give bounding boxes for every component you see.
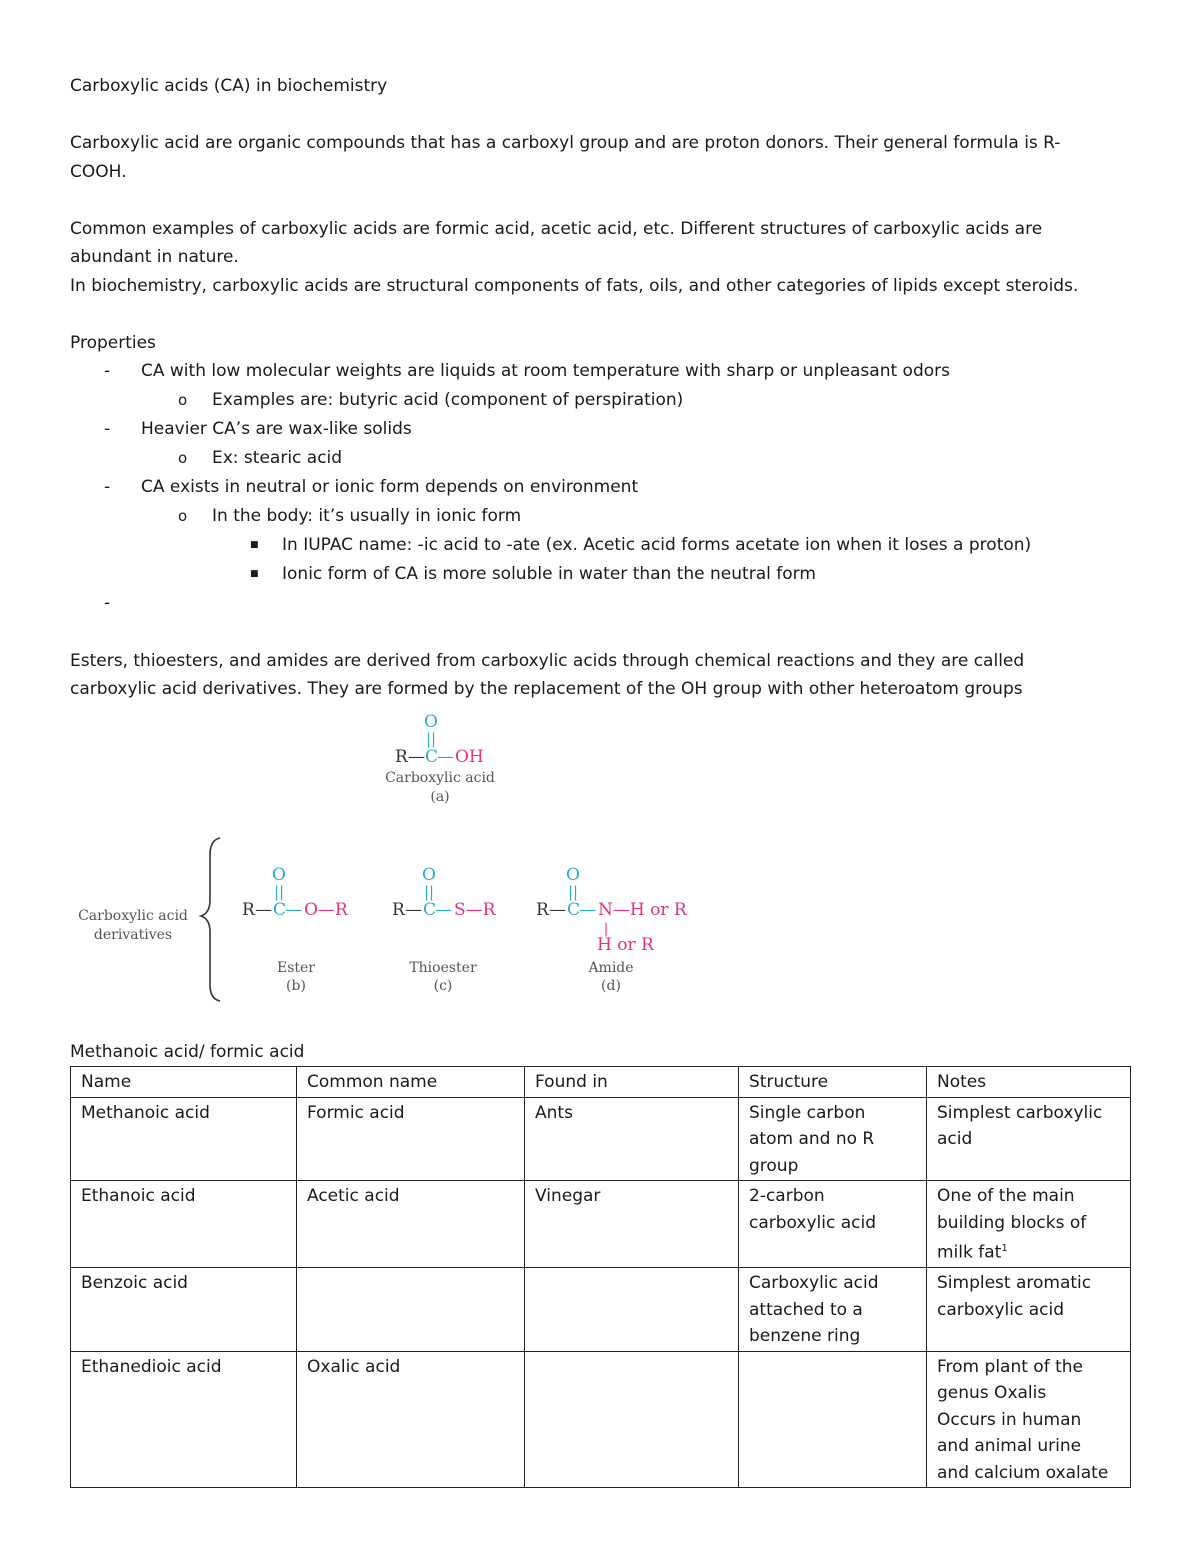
property-text: In IUPAC name: -ic acid to -ate (ex. Acetic acid forms acetate ion when it loses a proton): [282, 535, 1032, 555]
notes-cell: [927, 1351, 1131, 1488]
structure-cell: [739, 1351, 927, 1488]
common-name-cell: Oxalic acid: [297, 1351, 525, 1488]
derivatives-line-2: carboxylic acid derivatives. They are formed by the replacement of the OH group with other heteroatom groups: [70, 679, 1023, 699]
circle-bullet: o: [178, 449, 188, 467]
r-group: R: [242, 900, 255, 920]
dash-bullet: -: [104, 477, 111, 497]
square-bullet: ■: [250, 540, 259, 550]
double-bond: ||: [423, 883, 435, 901]
cell-line: Simplest carboxylic: [937, 1102, 1103, 1123]
found-in-cell: [525, 1351, 739, 1488]
derivatives-label-line-1: Carboxylic acid: [78, 908, 188, 924]
cell-line: Simplest aromatic: [937, 1273, 1092, 1294]
cell-line: group: [749, 1155, 799, 1176]
property-subsubitem: [70, 560, 1130, 589]
amide-group: N—H or R: [598, 900, 687, 920]
cell-line: and calcium oxalate: [937, 1462, 1109, 1483]
oxygen-atom: O: [424, 712, 438, 732]
carboxylic-acid-structure: [385, 712, 495, 805]
property-subitem: [70, 444, 1130, 473]
structure-cell: [739, 1097, 927, 1181]
carbon-atom: C: [273, 900, 287, 920]
property-item: [70, 415, 1130, 444]
header-cell: Found in: [525, 1067, 739, 1098]
examples-line-3: In biochemistry, carboxylic acids are structural components of fats, oils, and other categories of lipids except steroids.: [70, 275, 1079, 296]
cell-line: and animal urine: [937, 1436, 1082, 1457]
curly-brace: [201, 838, 220, 1001]
table-row: [71, 1097, 1131, 1181]
notes-cell: [927, 1181, 1131, 1268]
properties-heading: Properties: [70, 332, 156, 353]
cell-line: acid: [937, 1129, 973, 1149]
ester-label: (b): [286, 978, 306, 994]
double-bond: ||: [567, 883, 579, 901]
bond: —: [255, 900, 272, 920]
property-text: Ionic form of CA is more soluble in water than the neutral form: [282, 564, 816, 584]
structure-cell: [739, 1268, 927, 1352]
cell-line: 2-carbon: [749, 1186, 825, 1206]
bond: —: [435, 900, 452, 920]
header-cell: Structure: [739, 1067, 927, 1098]
cell-line: benzene ring: [749, 1326, 861, 1347]
property-text: Examples are: butyric acid (component of perspiration): [212, 390, 684, 410]
square-bullet: ■: [250, 569, 259, 579]
amide-label: (d): [601, 978, 621, 994]
found-in-cell: Vinegar: [525, 1181, 739, 1268]
dash-bullet: -: [104, 593, 111, 613]
carbon-atom: C: [567, 900, 581, 920]
cell-line: atom and no R: [749, 1129, 875, 1149]
header-cell: Name: [71, 1067, 297, 1098]
name-cell: Methanoic acid: [71, 1097, 297, 1181]
table-caption: Methanoic acid/ formic acid: [70, 1042, 305, 1062]
ester-name: Ester: [276, 960, 316, 976]
property-item: [70, 473, 1130, 502]
cell-line: Single carbon: [749, 1102, 866, 1123]
cell-line: One of the main: [937, 1186, 1075, 1206]
footnote-mark: 1: [1001, 1243, 1008, 1254]
oxygen-atom: O: [566, 865, 580, 885]
double-bond: ||: [425, 730, 437, 748]
property-item-empty: [70, 589, 1130, 618]
carbon-atom: C: [425, 747, 439, 767]
cell-line: attached to a: [749, 1299, 863, 1320]
header-cell: Notes: [927, 1067, 1131, 1098]
structure-cell: [739, 1181, 927, 1268]
thioester-group: S—R: [454, 900, 496, 920]
bond: —: [437, 747, 454, 767]
notes-cell: [927, 1268, 1131, 1352]
bond: —: [408, 747, 425, 767]
name-cell: Ethanoic acid: [71, 1181, 297, 1268]
property-subsubitem: [70, 531, 1130, 560]
acid-label: (a): [430, 789, 450, 805]
cell-line: Carboxylic acid: [749, 1273, 879, 1294]
hydroxyl-group: OH: [455, 747, 484, 767]
amide-substituent: H or R: [597, 935, 654, 955]
derivatives-label-line-2: derivatives: [93, 927, 173, 943]
table-row: [71, 1351, 1131, 1488]
cell-line: milk fat: [937, 1242, 1002, 1263]
amide-name: Amide: [588, 960, 634, 976]
dash-bullet: -: [104, 361, 111, 381]
dash-bullet: -: [104, 419, 111, 439]
notes-cell: [927, 1097, 1131, 1181]
carboxylic-acid-figure: [0, 700, 1200, 1010]
property-text: Heavier CA’s are wax-like solids: [141, 419, 412, 439]
intro-line-1: Carboxylic acid are organic compounds that has a carboxyl group and are proton donors. Their general formula is R-: [70, 133, 1061, 153]
table-row: [71, 1268, 1131, 1352]
bond: —: [285, 900, 302, 920]
thioester-name: Thioester: [409, 960, 477, 976]
table-row: [71, 1181, 1131, 1268]
r-group: R: [392, 900, 405, 920]
cell-line: carboxylic acid: [749, 1212, 877, 1233]
found-in-cell: Ants: [525, 1097, 739, 1181]
examples-line-2: abundant in nature.: [70, 247, 239, 267]
table-header-row: [71, 1067, 1131, 1098]
acid-name: Carboxylic acid: [385, 770, 495, 786]
circle-bullet: o: [178, 391, 188, 409]
common-name-cell: Acetic acid: [297, 1181, 525, 1268]
document-body: [70, 72, 1130, 704]
thioester-structure: [392, 865, 497, 994]
cell-line: genus Oxalis: [937, 1383, 1047, 1404]
property-subitem: [70, 386, 1130, 415]
property-text: CA with low molecular weights are liquids at room temperature with sharp or unpleasant odors: [141, 361, 950, 381]
derivatives-line-1: Esters, thioesters, and amides are derived from carboxylic acids through chemical reactions and they are called: [70, 650, 1025, 671]
bond: —: [549, 900, 566, 920]
amide-structure: [536, 865, 688, 994]
common-name-cell: Formic acid: [297, 1097, 525, 1181]
header-cell: Common name: [297, 1067, 525, 1098]
double-bond: ||: [273, 883, 285, 901]
oxygen-atom: O: [422, 865, 436, 885]
property-text: CA exists in neutral or ionic form depends on environment: [141, 477, 639, 497]
document-title: Carboxylic acids (CA) in biochemistry: [70, 76, 388, 96]
property-text: Ex: stearic acid: [212, 448, 343, 468]
bond: —: [405, 900, 422, 920]
cell-line: carboxylic acid: [937, 1299, 1065, 1320]
carboxylic-acids-table: [70, 1066, 1131, 1488]
property-text: In the body: it’s usually in ionic form: [212, 506, 522, 526]
r-group: R: [536, 900, 549, 920]
thioester-label: (c): [433, 978, 453, 994]
amide-vertical-bond: |: [603, 921, 609, 937]
name-cell: Ethanedioic acid: [71, 1351, 297, 1488]
bond: —: [579, 900, 596, 920]
circle-bullet: o: [178, 507, 188, 525]
cell-line: From plant of the: [937, 1356, 1083, 1377]
intro-line-2: COOH.: [70, 161, 127, 182]
oxygen-atom: O: [272, 865, 286, 885]
ester-structure: [242, 865, 349, 994]
found-in-cell: [525, 1268, 739, 1352]
property-subitem: [70, 502, 1130, 531]
cell-line: building blocks of: [937, 1212, 1087, 1233]
examples-line-1: Common examples of carboxylic acids are formic acid, acetic acid, etc. Different structures of carboxylic acids are: [70, 218, 1043, 239]
cell-line: Occurs in human: [937, 1409, 1082, 1430]
r-group: R: [395, 747, 408, 767]
common-name-cell: [297, 1268, 525, 1352]
ester-group: O—R: [304, 900, 348, 920]
carbon-atom: C: [423, 900, 437, 920]
name-cell: Benzoic acid: [71, 1268, 297, 1352]
property-item: [70, 357, 1130, 386]
